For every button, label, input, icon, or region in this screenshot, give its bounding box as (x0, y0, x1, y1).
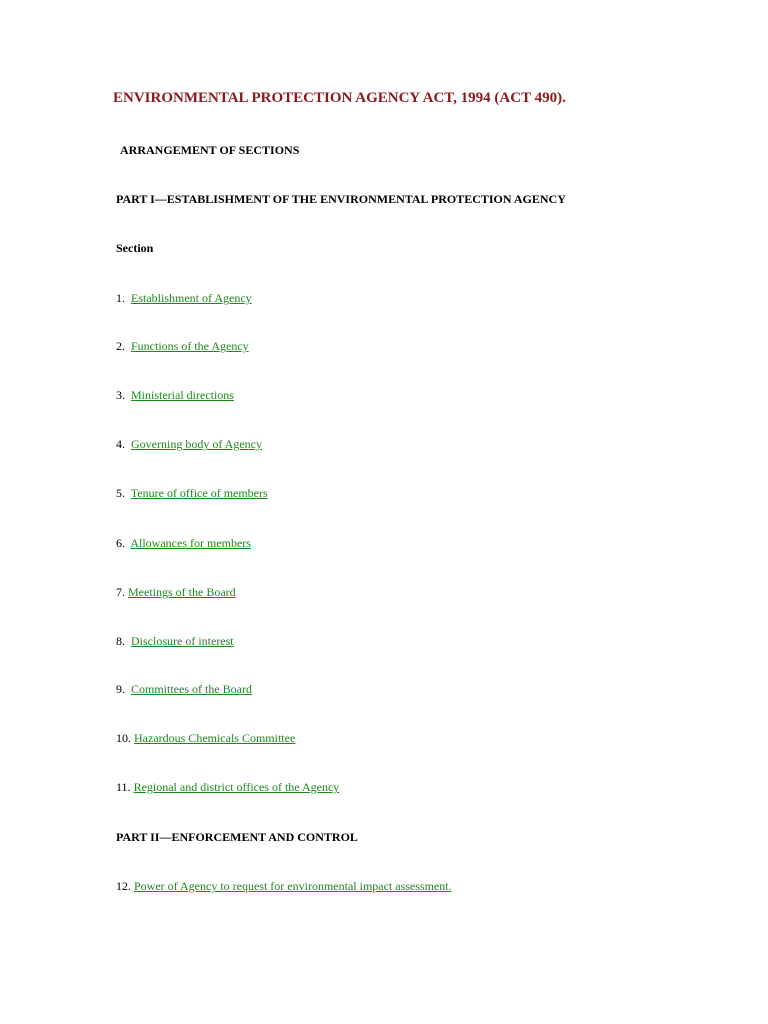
toc-item (116, 780, 339, 795)
toc-item (116, 437, 262, 452)
section-link-regional-and-district-offices[interactable]: Regional and district offices of the Agency (133, 780, 340, 794)
section-number: 2. (116, 339, 125, 353)
toc-item (116, 879, 452, 894)
section-number: 7. (116, 585, 125, 599)
section-number: 1. (116, 291, 125, 305)
section-link-meetings-of-the-board[interactable]: Meetings of the Board (128, 585, 236, 599)
section-number: 12. (116, 879, 131, 893)
section-link-functions-of-the-agency[interactable]: Functions of the Agency (131, 339, 249, 353)
section-number: 4. (116, 437, 125, 451)
section-link-disclosure-of-interest[interactable]: Disclosure of interest (131, 634, 234, 648)
section-link-ministerial-directions[interactable]: Ministerial directions (131, 388, 234, 402)
toc-item (116, 731, 295, 746)
toc-item (116, 634, 234, 649)
section-number: 11. (116, 780, 131, 794)
toc-item (116, 536, 251, 551)
section-number: 9. (116, 682, 125, 696)
toc-item (116, 339, 249, 354)
part2-heading: PART II—ENFORCEMENT AND CONTROL (116, 830, 358, 844)
section-link-allowances-for-members[interactable]: Allowances for members (130, 536, 251, 550)
section-link-governing-body[interactable]: Governing body of Agency (131, 437, 262, 451)
document-title: ENVIRONMENTAL PROTECTION AGENCY ACT, 1994 (ACT 490). (113, 90, 566, 106)
part1-heading: PART I—ESTABLISHMENT OF THE ENVIRONMENTAL PROTECTION AGENCY (116, 192, 566, 206)
arrangement-heading: ARRANGEMENT OF SECTIONS (120, 143, 300, 157)
section-link-committees-of-the-board[interactable]: Committees of the Board (131, 682, 252, 696)
section-link-environmental-impact-assessment[interactable]: Power of Agency to request for environmental impact assessment. (134, 879, 452, 893)
section-link-tenure-of-office[interactable]: Tenure of office of members (130, 486, 268, 500)
toc-item (116, 486, 268, 501)
section-label: Section (116, 241, 154, 255)
toc-item (116, 388, 234, 403)
section-number: 6. (116, 536, 125, 550)
section-number: 3. (116, 388, 125, 402)
toc-item (116, 585, 236, 600)
section-link-establishment-of-agency[interactable]: Establishment of Agency (131, 291, 252, 305)
section-number: 10. (116, 731, 131, 745)
section-number: 8. (116, 634, 125, 648)
section-number: 5. (116, 486, 125, 500)
section-link-hazardous-chemicals-committee[interactable]: Hazardous Chemicals Committee (134, 731, 296, 745)
toc-item (116, 682, 252, 697)
toc-item (116, 291, 252, 306)
